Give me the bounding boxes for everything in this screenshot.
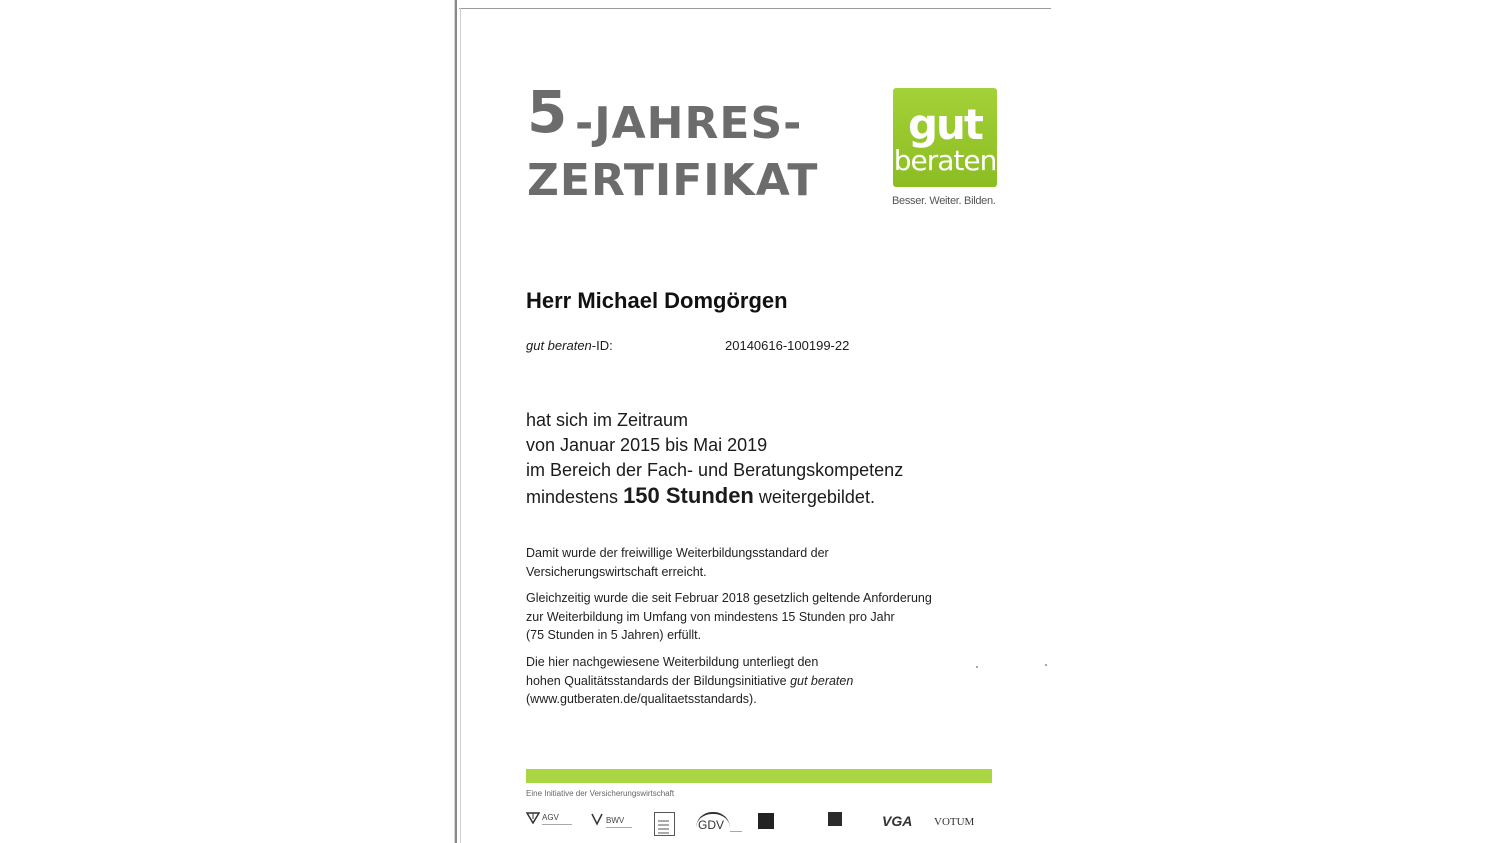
votum-text-logo: VOTUM <box>934 816 975 828</box>
agv-logo <box>526 808 578 836</box>
bwv-logo-label: BWV <box>606 816 625 825</box>
logo-word-top: gut <box>907 100 983 149</box>
gdv-logo-subline <box>730 831 742 832</box>
logo-word-bottom: beraten <box>893 144 997 177</box>
id-label <box>526 338 613 354</box>
agv-logo-label: AGV <box>542 813 559 822</box>
votum-logo <box>934 808 994 836</box>
footer-green-bar <box>526 769 992 783</box>
bwv-logo <box>590 808 640 836</box>
quality-standards-url: (www.gutberaten.de/qualitaetsstandards). <box>526 692 757 706</box>
id-label-italic: gut beraten <box>526 338 592 353</box>
paragraph-two-line-two: zur Weiterbildung im Umfang von mindestens 15 Stunden pro Jahr <box>526 609 895 624</box>
paragraph-two-line-three: (75 Stunden in 5 Jahren) erfüllt. <box>526 628 702 642</box>
quality-standards-paragraph <box>526 653 996 709</box>
gut-beraten-id-row <box>526 338 946 356</box>
gut-beraten-logo <box>893 88 997 187</box>
title-line-one: -JAHRES- <box>575 98 803 149</box>
vga-logo <box>882 808 916 836</box>
logo-slogan: Besser. Weiter. Bilden. <box>892 195 996 207</box>
agv-logo-subline <box>542 824 572 825</box>
paragraph-three-line-two-prefix: hohen Qualitätsstandards der Bildungsinitiative <box>526 673 791 688</box>
vga-text-logo: VGA <box>882 813 913 829</box>
statement-line-two: von Januar 2015 bis Mai 2019 <box>526 435 768 455</box>
check-logo-icon <box>590 812 604 826</box>
triangle-logo-icon <box>526 812 540 824</box>
ver-di-logo <box>828 808 864 836</box>
dark-square-icon <box>758 813 774 829</box>
title-line-two: ZERTIFIKAT <box>527 155 819 206</box>
paragraph-two-line-one: Gleichzeitig wurde die seit Februar 2018 gesetzlich geltende Anforderung <box>526 591 932 605</box>
gdv-logo-label: GDV <box>698 818 725 832</box>
paragraph-one-line-two: Versicherungswirtschaft erreicht. <box>526 564 707 579</box>
scan-mark <box>1045 664 1047 666</box>
title-number: 5 <box>527 78 569 146</box>
scan-mark <box>976 666 978 668</box>
main-statement <box>526 408 996 510</box>
paragraph-one-line-one: Damit wurde der freiwillige Weiterbildungsstandard der <box>526 546 829 560</box>
hours-highlight: 150 Stunden <box>623 483 754 508</box>
square-emblem-logo <box>654 812 675 836</box>
statement-line-four-prefix: mindestens <box>526 487 624 507</box>
ver-di-block-icon <box>828 812 842 826</box>
paragraph-three-line-one: Die hier nachgewiesene Weiterbildung unterliegt den <box>526 655 819 669</box>
standard-paragraph <box>526 544 996 581</box>
id-value: 20140616-100199-22 <box>725 338 850 353</box>
statement-line-four-suffix: weitergebildet. <box>753 487 875 507</box>
verband-logo <box>758 808 804 836</box>
square-emblem-icon <box>655 817 672 837</box>
scan-top-edge <box>459 8 1051 9</box>
bwv-logo-subline <box>606 827 632 828</box>
gdv-logo <box>694 808 740 836</box>
initiative-label: Eine Initiative der Versicherungswirtschaft <box>526 789 675 798</box>
paragraph-three-line-two <box>526 672 996 691</box>
statement-line-one: hat sich im Zeitraum <box>526 410 689 430</box>
statement-line-four <box>526 483 996 510</box>
scan-left-edge <box>460 8 461 843</box>
recipient-name: Herr Michael Domgörgen <box>526 288 788 313</box>
id-label-suffix: -ID: <box>591 338 613 353</box>
partner-logo-row <box>526 808 996 838</box>
paragraph-three-line-two-italic: gut beraten <box>790 673 854 688</box>
legal-requirement-paragraph <box>526 589 996 645</box>
statement-line-three: im Bereich der Fach- und Beratungskompetenz <box>526 460 904 480</box>
